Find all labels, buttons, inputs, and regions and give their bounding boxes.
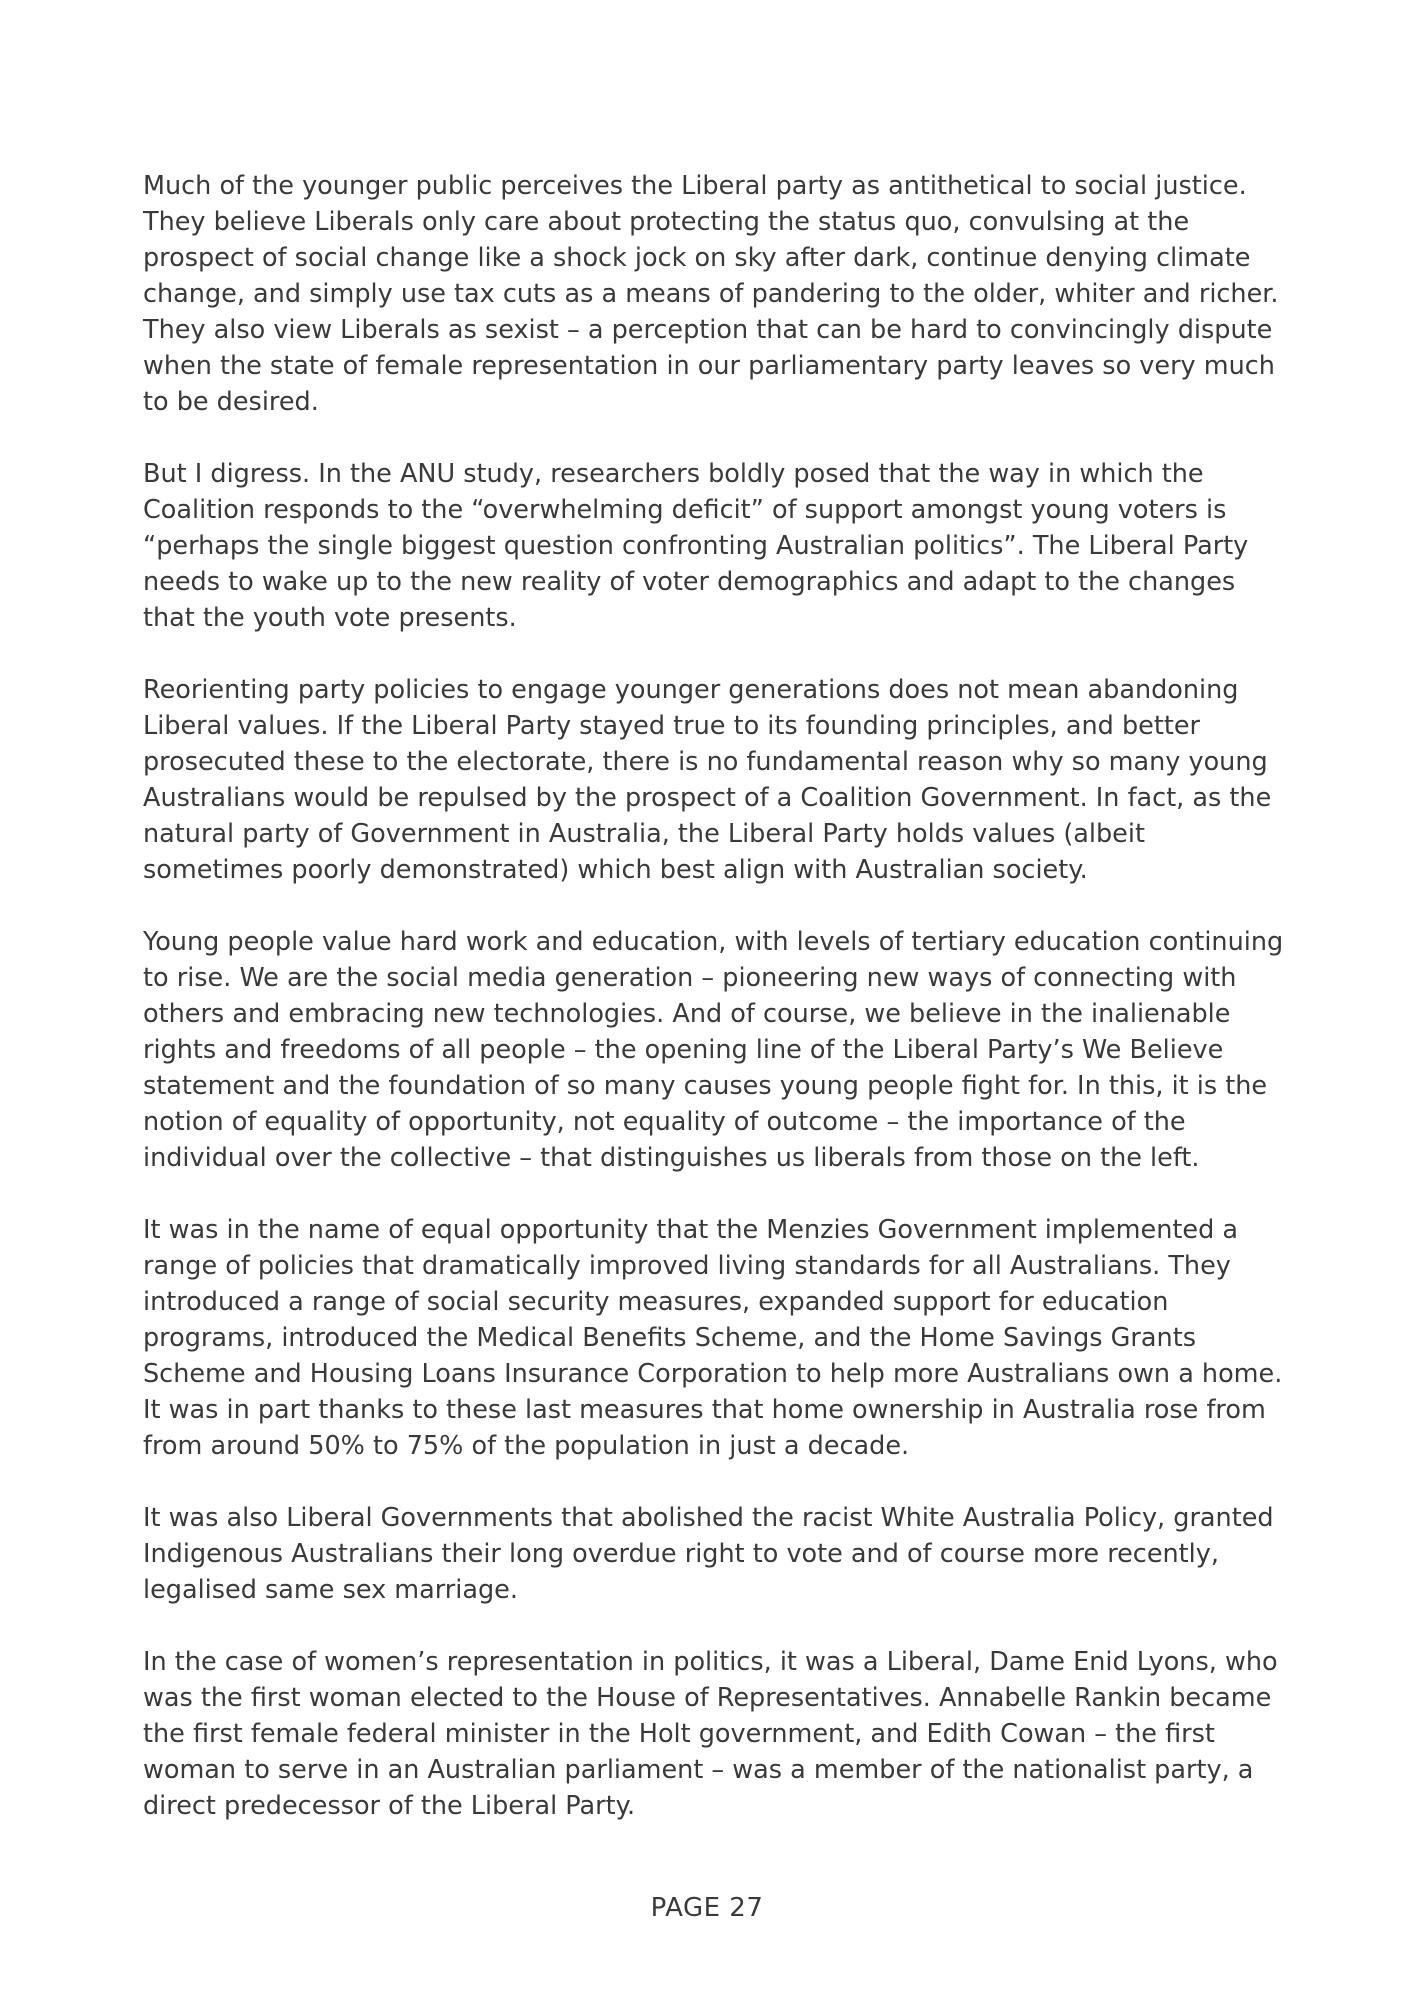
paragraph-1: Much of the younger public perceives the Liberal party as antithetical to social justice. They believe Liberals only care about protecting the status quo, convulsing at the prospect of social change like a shock jock on sky after dark, continue denying climate change, and simply use tax cuts as a means of pandering to the older, whiter and richer. They also view Liberals as sexist – a perception that can be hard to convincingly dispute when the state of female representation in our parliamentary party leaves so very much to be desired. [143,171,1279,417]
paragraph-5: It was in the name of equal opportunity that the Menzies Government implemented a range of policies that dramatically improved living standards for all Australians. They introduced a range of social security measures, expanded support for education programs, introduced the Medical Benefits Scheme, and the Home Savings Grants Scheme and Housing Loans Insurance Corporation to help more Australians own a home. It was in part thanks to these last measures that home ownership in Australia rose from from around 50% to 75% of the population in just a decade. [143,1215,1283,1461]
paragraph-6: It was also Liberal Governments that abolished the racist White Australia Policy, granted Indigenous Australians their long overdue right to vote and of course more recently, legalised same sex marriage. [143,1503,1274,1605]
paragraph-2: But I digress. In the ANU study, researchers boldly posed that the way in which the Coalition responds to the “overwhelming deficit” of support amongst young voters is “perhaps the single biggest question confronting Australian politics”. The Liberal Party needs to wake up to the new reality of voter demographics and adapt to the changes that the youth vote presents. [143,459,1249,633]
paragraph-7: In the case of women’s representation in politics, it was a Liberal, Dame Enid Lyons, who was the first woman elected to the House of Representatives. Annabelle Rankin became the first female federal minister in the Holt government, and Edith Cowan – the first woman to serve in an Australian parliament – was a member of the nationalist party, a direct predecessor of the Liberal Party. [143,1647,1278,1821]
body-text [143,168,1293,1860]
paragraph-3: Reorienting party policies to engage younger generations does not mean abandoning Liberal values. If the Liberal Party stayed true to its founding principles, and better prosecuted these to the electorate, there is no fundamental reason why so many young Australians would be repulsed by the prospect of a Coalition Government. In fact, as the natural party of Government in Australia, the Liberal Party holds values (albeit sometimes poorly demonstrated) which best align with Australian society. [143,675,1272,885]
page-number: PAGE 27 [650,1893,764,1923]
paragraph-4: Young people value hard work and education, with levels of tertiary education continuing to rise. We are the social media generation – pioneering new ways of connecting with others and embracing new technologies. And of course, we believe in the inalienable rights and freedoms of all people – the opening line of the Liberal Party’s We Believe statement and the foundation of so many causes young people fight for. In this, it is the notion of equality of opportunity, not equality of outcome – the importance of the individual over the collective – that distinguishes us liberals from those on the left. [143,927,1284,1173]
